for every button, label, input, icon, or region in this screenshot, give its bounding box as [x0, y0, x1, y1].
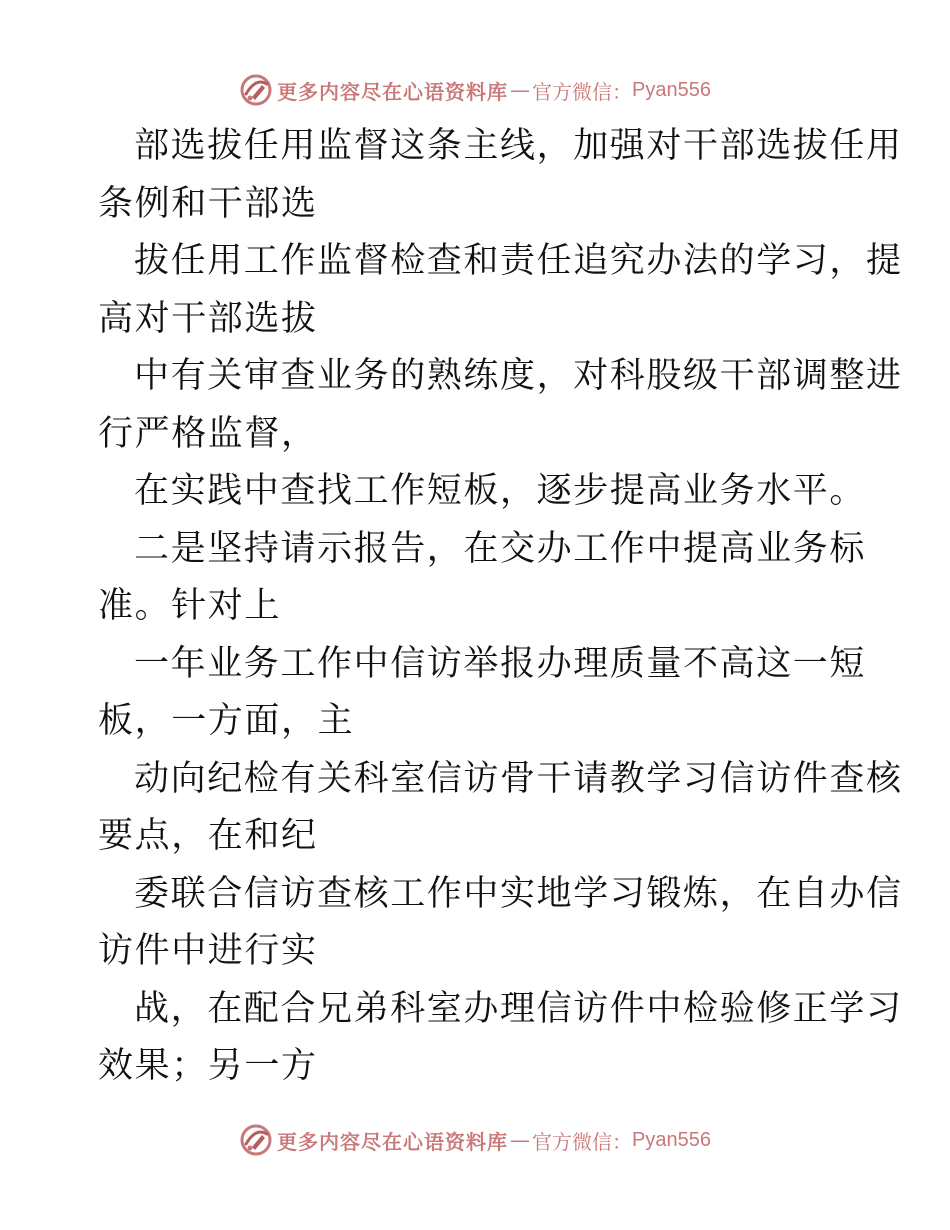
header-banner: [0, 70, 950, 110]
document-body: [98, 118, 903, 1096]
footer-brand-text: 更多内容尽在心语资料库: [277, 1129, 509, 1154]
text-line: 行严格监督，: [98, 413, 318, 454]
header-brand-text: 更多内容尽在心语资料库: [277, 79, 509, 104]
footer-contact-label: 官方微信：: [532, 1129, 633, 1154]
footer-contact-id: Pyan556: [632, 1128, 711, 1151]
text-line: 动向纪检有关科室信访骨干请教学习信访件查核: [134, 758, 903, 799]
text-line: 委联合信访查核工作中实地学习锻炼，在自办信: [134, 873, 903, 914]
header-contact-label: 官方微信：: [532, 79, 633, 104]
text-line: 一年业务工作中信访举报办理质量不高这一短: [134, 643, 867, 684]
text-line: 条例和干部选: [98, 183, 318, 224]
text-line: 部选拔任用监督这条主线，加强对干部选拔任用: [134, 126, 903, 166]
seal-logo-icon: [239, 1123, 273, 1157]
text-line: 访件中进行实: [98, 931, 318, 971]
footer-separator: —: [510, 1128, 531, 1152]
text-line: 二是坚持请示报告，在交办工作中提高业务标: [134, 528, 867, 569]
text-line: 拔任用工作监督检查和责任追究办法的学习，提: [134, 241, 903, 281]
text-line: 在实践中查找工作短板，逐步提高业务水平。: [134, 471, 867, 511]
text-line: 板，一方面，主: [98, 701, 355, 741]
seal-logo-icon: [239, 73, 273, 107]
text-line: 中有关审查业务的熟练度，对科股级干部调整进: [134, 356, 903, 396]
text-line: 效果；另一方: [98, 1046, 318, 1086]
header-separator: —: [510, 78, 531, 102]
footer-banner: [0, 1120, 950, 1160]
text-line: 战，在配合兄弟科室办理信访件中检验修正学习: [134, 988, 903, 1029]
text-line: 高对干部选拔: [98, 298, 318, 339]
text-line: 准。针对上: [98, 586, 282, 626]
header-contact-id: Pyan556: [632, 78, 711, 101]
text-line: 要点，在和纪: [98, 816, 318, 856]
